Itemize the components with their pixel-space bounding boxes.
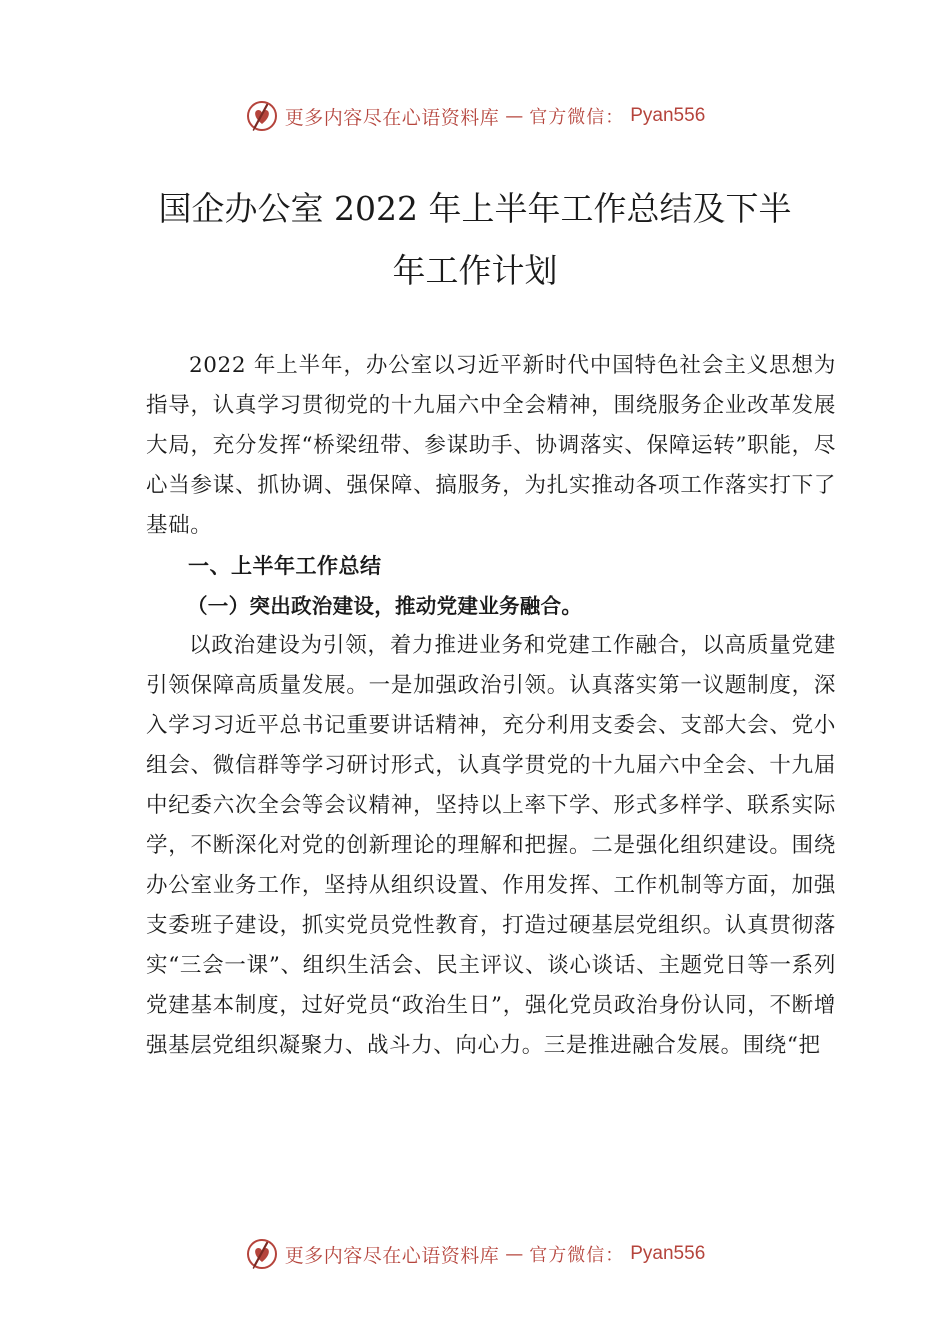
heart-pen-logo-icon bbox=[245, 1237, 279, 1271]
subsection-paragraph: 以政治建设为引领，着力推进业务和党建工作融合，以高质量党建引领保障高质量发展。一是加强政治引领。认真落实第一议题制度，深入学习习近平总书记重要讲话精神，充分利用支委会、支部大会、党小组会、微信群等学习研讨形式，认真学贯党的十九届六中全会、十九届中纪委六次全会等会议精神，坚持以上率下学、形式多样学、联系实际学，不断深化对党的创新理论的理解和把握。二是强化组织建设。围绕办公室业务工作，坚持从组织设置、作用发挥、工作机制等方面，加强支委班子建设，抓实党员党性教育，打造过硬基层党组织。认真贯彻落实“三会一课”、组织生活会、民主评议、谈心谈话、主题党日等一系列党建基本制度，过好党员“政治生日”，强化党员政治身份认同，不断增强基层党组织凝聚力、战斗力、向心力。三是推进融合发展。围绕“把 bbox=[146, 633, 836, 1058]
banner-wechat-id: Pyan556 bbox=[630, 1243, 706, 1264]
document-body bbox=[146, 346, 836, 1066]
subsection-heading: （一）突出政治建设，推动党建业务融合。 bbox=[187, 594, 583, 618]
title-line-1: 国企办公室 2022 年上半年工作总结及下半 bbox=[158, 189, 792, 228]
banner-separator: — bbox=[505, 105, 524, 127]
banner-wechat-id: Pyan556 bbox=[630, 105, 706, 126]
banner-separator: — bbox=[505, 1243, 524, 1265]
header-banner bbox=[0, 96, 950, 136]
section-heading: 一、上半年工作总结 bbox=[188, 554, 382, 578]
intro-paragraph: 2022 年上半年，办公室以习近平新时代中国特色社会主义思想为指导，认真学习贯彻党的十九届六中全会精神，围绕服务企业改革发展大局，充分发挥“桥梁纽带、参谋助手、协调落实、保障运转”职能，尽心当参谋、抓协调、强保障、搞服务，为扎实推动各项工作落实打下了基础。 bbox=[146, 353, 836, 538]
banner-wechat-label: 官方微信： bbox=[529, 107, 625, 128]
banner-site-name: 更多内容尽在心语资料库 bbox=[284, 1244, 500, 1267]
banner-wechat-label: 官方微信： bbox=[529, 1245, 625, 1266]
banner-site-name: 更多内容尽在心语资料库 bbox=[284, 106, 500, 129]
document-title bbox=[110, 178, 840, 302]
title-line-2: 年工作计划 bbox=[392, 251, 558, 290]
footer-banner bbox=[0, 1234, 950, 1274]
heart-pen-logo-icon bbox=[245, 99, 279, 133]
